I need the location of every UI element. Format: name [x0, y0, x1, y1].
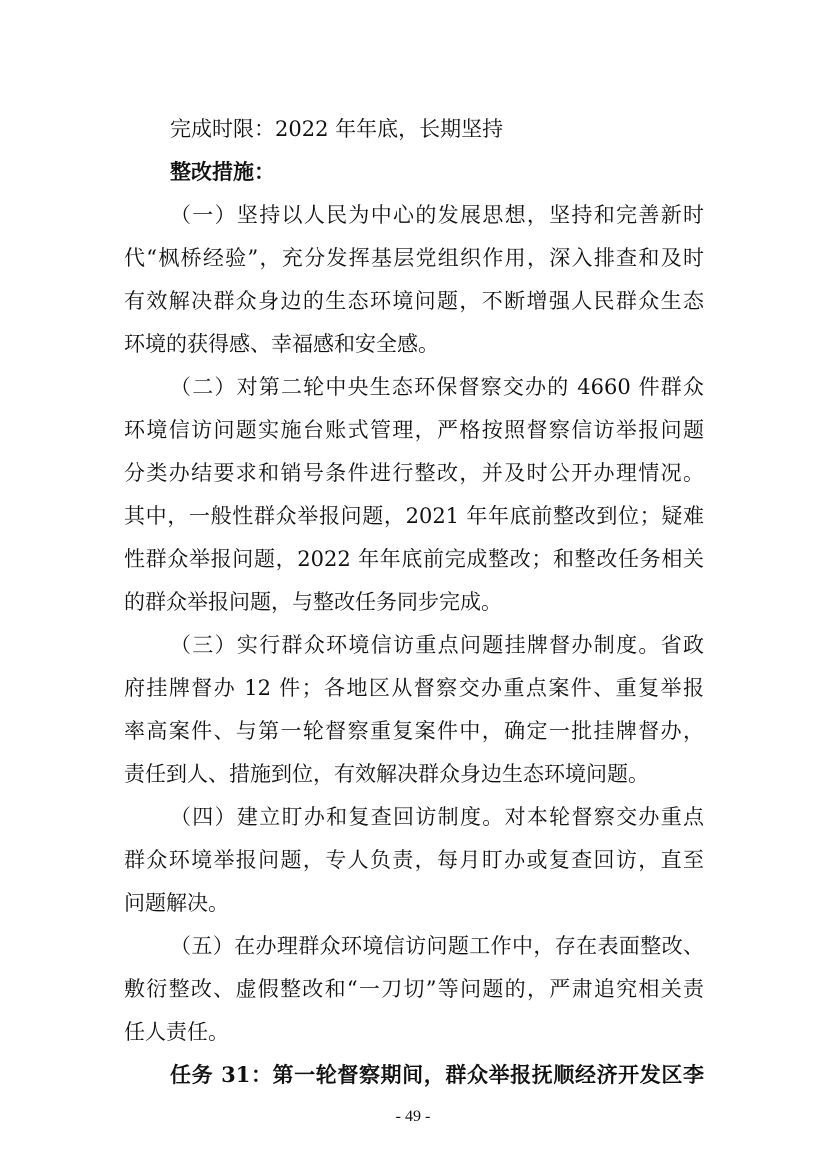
text-line: （四）建立盯办和复查回访制度。对本轮督察交办重点	[170, 805, 704, 829]
text-line: 环境的获得感、幸福感和安全感。	[124, 332, 439, 356]
text-line: 敷衍整改、虚假整改和“一刀切”等问题的，严肃追究相关责	[124, 977, 704, 1001]
text-line: （五）在办理群众环境信访问题工作中，存在表面整改、	[170, 934, 704, 958]
text-line: 府挂牌督办 12 件；各地区从督察交办重点案件、重复举报	[124, 676, 704, 700]
text-line: 任人责任。	[124, 1020, 229, 1044]
page-number: - 49 -	[395, 1108, 431, 1125]
text-line: 环境信访问题实施台账式管理，严格按照督察信访举报问题	[124, 418, 704, 442]
measures-heading: 整改措施：	[170, 159, 275, 184]
text-line: 责任到人、措施到位，有效解决群众身边生态环境问题。	[124, 762, 649, 786]
text-line: （二）对第二轮中央生态环保督察交办的 4660 件群众	[170, 375, 704, 399]
text-line: 的群众举报问题，与整改任务同步完成。	[124, 590, 502, 614]
text-line: （三）实行群众环境信访重点问题挂牌督办制度。省政	[170, 633, 704, 657]
deadline-line: 完成时限：2022 年年底，长期坚持	[170, 117, 504, 141]
text-line: 率高案件、与第一轮督察重复案件中，确定一批挂牌督办，	[124, 719, 704, 743]
text-line: 群众环境举报问题，专人负责，每月盯办或复查回访，直至	[124, 848, 704, 872]
task-heading: 任务 31：第一轮督察期间，群众举报抚顺经济开发区李	[170, 1062, 704, 1087]
text-line: 代“枫桥经验”，充分发挥基层党组织作用，深入排查和及时	[124, 246, 704, 270]
text-line: （一）坚持以人民为中心的发展思想，坚持和完善新时	[170, 203, 704, 227]
text-line: 性群众举报问题，2022 年年底前完成整改；和整改任务相关	[124, 547, 704, 571]
text-line: 有效解决群众身边的生态环境问题，不断增强人民群众生态	[124, 289, 704, 313]
text-line: 其中，一般性群众举报问题，2021 年年底前整改到位；疑难	[124, 504, 704, 528]
text-line: 问题解决。	[124, 891, 229, 915]
text-line: 分类办结要求和销号条件进行整改，并及时公开办理情况。	[124, 461, 704, 485]
